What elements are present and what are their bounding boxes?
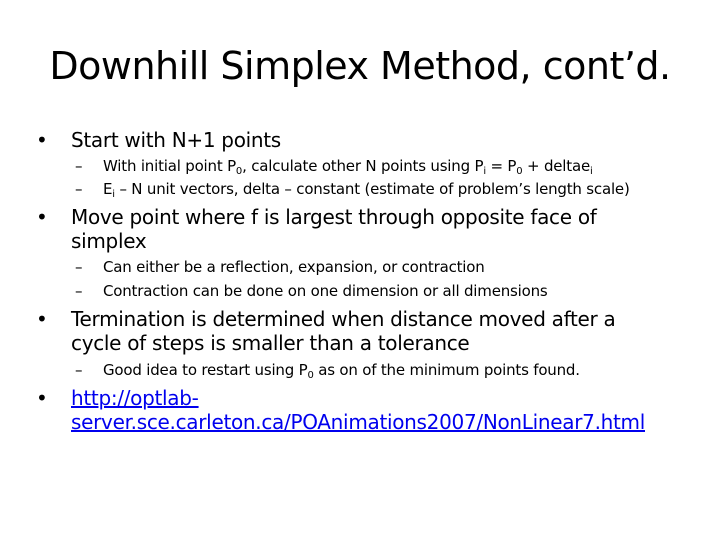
dash-icon: – [75,180,83,198]
dash-icon: – [75,361,83,379]
subbullet-text: Can either be a reflection, expansion, or contraction [103,258,485,276]
optlab-link-line2[interactable]: server.sce.carleton.ca/POAnimations2007/NonLinear7.html [71,410,645,434]
optlab-link-line1[interactable]: http://optlab- [71,386,199,410]
dash-icon: – [75,157,83,175]
bullet-icon: • [36,128,48,152]
bullet-icon: • [36,386,48,410]
bullet-icon: • [36,205,48,229]
bullet-text-line1: Move point where f is largest through opposite face of [71,205,597,229]
subbullet-text: Good idea to restart using $P_0$ as on of the minimum points found. [103,361,580,381]
slide-title: Downhill Simplex Method, cont’d. [49,44,671,88]
dash-icon: – [75,258,83,276]
subbullet-text: $E_i$ – N unit vectors, delta – constant (estimate of problem’s length scale) [103,180,630,200]
bullet-text-line1: Termination is determined when distance moved after a [71,307,616,331]
bullet-text-line2: cycle of steps is smaller than a tolerance [71,331,470,355]
bullet-text-line2: simplex [71,229,147,253]
bullet-text: Start with N+1 points [71,128,281,152]
subbullet-text: With initial point $P_0$, calculate other N points using $P_i = P_0$ + deltae$_i$ [103,157,593,177]
bullet-icon: • [36,307,48,331]
subbullet-text: Contraction can be done on one dimension or all dimensions [103,282,548,300]
dash-icon: – [75,282,83,300]
